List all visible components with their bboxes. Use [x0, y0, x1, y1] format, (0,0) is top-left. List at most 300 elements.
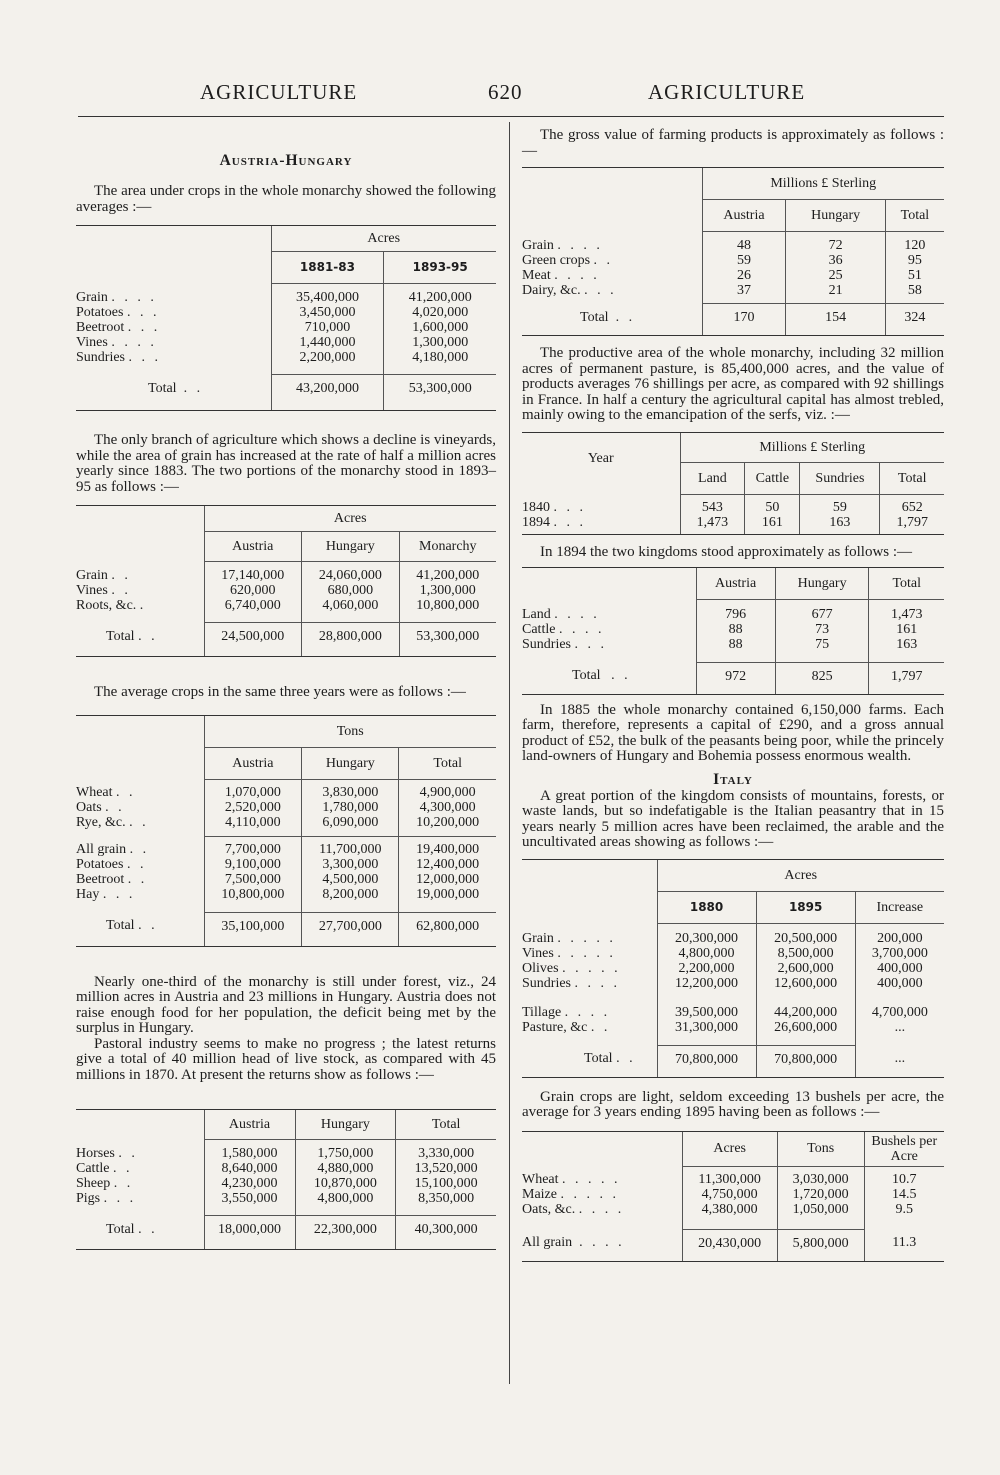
table-cell: 31,300,000 [657, 1020, 756, 1035]
leader-dots: . . [138, 1221, 158, 1237]
table-cell: 20,300,000 [657, 931, 756, 946]
total-label: Total [580, 309, 609, 325]
table-row-total [522, 1045, 944, 1073]
column-header: Monarchy [399, 532, 496, 562]
leader-dots: . . . . [579, 1235, 625, 1251]
row-label: All grain [76, 842, 127, 857]
table-two-portions [76, 505, 496, 657]
leader-dots: . . . . [554, 607, 600, 622]
leader-dots: . . [111, 567, 131, 583]
table-cell: 710,000 [271, 320, 384, 335]
table-cell: 6,740,000 [204, 598, 302, 613]
column-header: Bushels per Acre [864, 1131, 944, 1166]
table-cell: 163 [869, 637, 944, 652]
table-two-kingdoms [522, 567, 944, 695]
table-row [76, 1176, 496, 1191]
leader-dots: . . [183, 380, 204, 396]
total-label: Total [106, 628, 135, 644]
table-agricultural-capital [522, 432, 944, 536]
row-label: Sundries [522, 637, 571, 652]
table-row [522, 500, 944, 515]
row-label: Oats [76, 800, 102, 815]
left-column [76, 124, 496, 1250]
table-cell: 324 [885, 304, 944, 332]
row-label-cell [76, 335, 271, 350]
column-header: Sundries [800, 462, 880, 494]
row-label-cell [522, 268, 702, 283]
table-row-total [76, 912, 496, 940]
row-label-cell [522, 961, 657, 976]
row-label: Sheep [76, 1175, 111, 1191]
row-label: Grain [76, 567, 108, 583]
row-label-cell [76, 583, 204, 598]
row-label: Green crops [522, 252, 591, 268]
table-cell: 3,300,000 [302, 857, 399, 872]
table-cell: 4,110,000 [204, 815, 302, 830]
row-label-cell [522, 637, 696, 652]
table-cell: 19,000,000 [399, 887, 496, 902]
table-cell: 15,100,000 [396, 1176, 496, 1191]
section-title-italy: Italy [713, 770, 753, 788]
paragraph: Nearly one-third of the monarchy is still under forest, viz., 24 million acres in Austria and 23 millions in Hungary. Austria does not raise enough food for her population, the deficit being met by the surplus in Hungary. [76, 973, 496, 1036]
row-label: Vines [522, 946, 554, 961]
row-label-cell [522, 1020, 657, 1035]
column-header: Increase [855, 891, 944, 923]
table-cell: 2,600,000 [756, 961, 855, 976]
table-cell: 1,797 [869, 662, 944, 690]
row-label-cell [522, 931, 657, 946]
table-cell: 88 [696, 622, 775, 637]
table-cell: 10.7 [864, 1172, 944, 1187]
row-label: Potatoes [76, 304, 124, 320]
table-cell: 4,180,000 [384, 350, 496, 365]
table-cell: 72 [786, 238, 885, 253]
table-average-crops [76, 715, 496, 947]
row-label: Wheat [522, 1172, 559, 1187]
leader-dots: . . [127, 872, 148, 887]
row-label: Grain [522, 931, 554, 946]
table-cell: 2,520,000 [204, 800, 302, 815]
right-column [522, 124, 944, 1262]
row-label-cell [522, 1202, 682, 1217]
table-cell: 1,720,000 [777, 1187, 864, 1202]
table-row [76, 872, 496, 887]
table-cell: 12,400,000 [399, 857, 496, 872]
row-label-cell [522, 500, 680, 515]
table-row [76, 350, 496, 365]
table-cell: 7,500,000 [204, 872, 302, 887]
row-label: Beetroot [76, 872, 125, 887]
row-label-cell [76, 785, 204, 800]
table-cell: 1,050,000 [777, 1202, 864, 1217]
table-row-total [76, 375, 496, 403]
table-cell: 13,520,000 [396, 1161, 496, 1176]
table-row [76, 842, 496, 857]
table-italy-areas [522, 859, 944, 1078]
table-row [522, 283, 944, 298]
leader-dots: . [139, 597, 147, 613]
table-cell: 1,580,000 [204, 1146, 295, 1161]
leader-dots: . . . . [111, 334, 157, 350]
paragraph: The productive area of the whole monarchy, including 32 million acres of permanent pasture, is 85,400,000 acres, and the value of products averages 76 shillings per acre, as compared with 92 shillings in France. In half a century the agricultural capital has almost trebled, mainly owing to the emancipation of the serfs, viz. :— [522, 345, 944, 423]
table-row [522, 253, 944, 268]
paragraph: In 1894 the two kingdoms stood approximately as follows :— [540, 544, 913, 560]
row-label: Land [522, 607, 551, 622]
table-cell: 28,800,000 [302, 623, 400, 651]
column-header: Total [399, 747, 496, 779]
leader-dots: . . [611, 668, 631, 684]
leader-dots: . . [112, 1160, 133, 1176]
column-header: Hungary [302, 532, 400, 562]
table-cell: 40,300,000 [396, 1216, 496, 1244]
row-label-cell [76, 872, 204, 887]
row-label: Olives [522, 961, 559, 976]
table-cell: 796 [696, 607, 775, 622]
table-cell: 543 [680, 500, 745, 515]
table-cell: 3,030,000 [777, 1172, 864, 1187]
table-row [76, 1146, 496, 1161]
table-cell: 43,200,000 [271, 375, 384, 403]
row-label-cell [76, 305, 271, 320]
table-cell: 59 [702, 253, 786, 268]
table-row [522, 976, 944, 991]
paragraph: In 1885 the whole monarchy contained 6,150,000 farms. Each farm, therefore, represents a capital of £290, and a gross annual product of £52, the bulk of the peasants being poor, while the princely land-owners of Hungary and Bohemia possess enormous wealth. [522, 701, 944, 764]
row-label-cell [522, 253, 702, 268]
leader-dots: . . . [126, 304, 160, 320]
table-cell: 3,450,000 [271, 305, 384, 320]
table-body [522, 607, 944, 652]
table-row [522, 238, 944, 253]
table-cell: 12,000,000 [399, 872, 496, 887]
total-label: Total [148, 380, 177, 396]
table-row-total [76, 623, 496, 651]
table-row-total [522, 662, 944, 690]
total-label: All grain [522, 1235, 573, 1251]
leader-dots: . . [616, 1051, 636, 1067]
column-header: Total [396, 1110, 496, 1140]
leader-dots: . . [126, 857, 147, 872]
running-header-left: AGRICULTURE [200, 80, 358, 104]
row-label-cell [76, 815, 204, 830]
row-label-cell [76, 1191, 204, 1206]
leader-dots: . . . . . [560, 1187, 619, 1202]
row-label: Hay [76, 887, 100, 902]
leader-dots: . . [113, 1175, 134, 1191]
table-cell: 88 [696, 637, 775, 652]
column-header: Austria [204, 1110, 295, 1140]
table-row [522, 946, 944, 961]
column-header: Tons [777, 1131, 864, 1166]
table-cell: 3,330,000 [396, 1146, 496, 1161]
column-header: 1895 [756, 891, 855, 923]
paragraph: The area under crops in the whole monarchy showed the following averages :— [76, 183, 496, 215]
table-cell: 17,140,000 [204, 568, 302, 583]
table-cell: 75 [775, 637, 869, 652]
column-header: Hungary [786, 200, 885, 232]
table-cell: 9,100,000 [204, 857, 302, 872]
row-label-cell [522, 1005, 657, 1020]
row-label: Meat [522, 267, 551, 283]
table-body [522, 1172, 944, 1217]
table-body [522, 500, 944, 530]
leader-dots: . . . . [578, 1202, 625, 1217]
table-cell: 8,350,000 [396, 1191, 496, 1206]
leader-dots: . . [138, 628, 158, 644]
leader-dots: . . [105, 800, 125, 815]
row-label: Beetroot [76, 319, 125, 335]
table-row [522, 268, 944, 283]
column-header: 1881-83 [271, 252, 384, 284]
leader-dots: . . . [584, 282, 617, 298]
table-italy-grain-crops [522, 1131, 944, 1262]
table-cell: 53,300,000 [384, 375, 496, 403]
paragraph: The only branch of agriculture which shows a decline is vineyards, while the area of grain has increased at the rate of half a million acres yearly since 1883. The two portions of the monarchy stood in 1893–95 as follows :— [76, 432, 496, 495]
row-label: Horses [76, 1145, 115, 1161]
table-cell: 44,200,000 [756, 1005, 855, 1020]
table-row [76, 583, 496, 598]
paragraph: The gross value of farming products is approximately as follows :— [522, 127, 944, 159]
table-cell: 4,700,000 [855, 1005, 944, 1020]
table-row [76, 598, 496, 613]
row-label: 1894 [522, 515, 550, 530]
table-cell: 4,880,000 [295, 1161, 396, 1176]
row-label-cell [76, 1176, 204, 1191]
row-label: Wheat [76, 785, 113, 800]
table-cell: 70,800,000 [756, 1045, 855, 1073]
leader-dots: . . . . [564, 1005, 611, 1020]
row-label-cell [522, 515, 680, 530]
table-cell: 825 [775, 662, 869, 690]
table-body [76, 568, 496, 613]
table-cell: 10,800,000 [399, 598, 496, 613]
row-label: Vines [76, 334, 108, 350]
table-row [76, 857, 496, 872]
table-cell: 170 [702, 304, 786, 332]
row-label-cell [76, 857, 204, 872]
table-cell: 36 [786, 253, 885, 268]
table-cell: 19,400,000 [399, 842, 496, 857]
table-cell: 26,600,000 [756, 1020, 855, 1035]
table-cell: 41,200,000 [384, 290, 496, 305]
table-cell: 37 [702, 283, 786, 298]
row-label: Oats, &c. [522, 1202, 576, 1217]
row-label-cell [522, 622, 696, 637]
table-body [76, 290, 496, 365]
table-cell: 3,700,000 [855, 946, 944, 961]
table-cell: 59 [800, 500, 880, 515]
table-cell: 4,750,000 [682, 1187, 777, 1202]
row-label-cell [76, 842, 204, 857]
column-header: Total [869, 567, 944, 599]
leader-dots: . . . . . [562, 1172, 621, 1187]
leader-dots: . . . . [558, 622, 605, 637]
table-row [76, 785, 496, 800]
leader-dots: . . . [553, 500, 586, 515]
row-label: Vines [76, 582, 108, 598]
column-header: Austria [696, 567, 775, 599]
table-cell: 1,440,000 [271, 335, 384, 350]
table-cell: 12,600,000 [756, 976, 855, 991]
row-label-cell [522, 283, 702, 298]
table-cell: 154 [786, 304, 885, 332]
table-cell: 1,750,000 [295, 1146, 396, 1161]
table-row [522, 637, 944, 652]
leader-dots: . . . [553, 515, 586, 530]
leader-dots: . . [129, 842, 150, 857]
page-number: 620 [488, 80, 523, 104]
row-label: Pasture, &c [522, 1020, 588, 1035]
table-row [522, 1005, 944, 1020]
column-header: Land [680, 462, 745, 494]
table-row [522, 931, 944, 946]
table-cell: 4,020,000 [384, 305, 496, 320]
table-body [76, 1146, 496, 1206]
table-cell: 972 [696, 662, 775, 690]
table-cell: 26 [702, 268, 786, 283]
table-cell: 11,300,000 [682, 1172, 777, 1187]
table-row [522, 1020, 944, 1035]
table-group-header: Acres [657, 859, 944, 891]
paragraph: A great portion of the kingdom consists of mountains, forests, or waste lands, but so indefatigable is the Italian peasantry that in 15 years nearly 5 million acres have been reclaimed, the arable and the uncultivated areas showing as follows :— [522, 787, 944, 850]
column-header: Total [885, 200, 944, 232]
table-group-header: Tons [204, 715, 496, 747]
table-row [522, 1202, 944, 1217]
column-header: 1880 [657, 891, 756, 923]
leader-dots: . . . . . [562, 961, 621, 976]
table-row [76, 800, 496, 815]
column-header: Hungary [302, 747, 399, 779]
row-label-cell [76, 290, 271, 305]
table-cell: 27,700,000 [302, 912, 399, 940]
table-cell: 9.5 [864, 1202, 944, 1217]
row-label-cell [76, 598, 204, 613]
table-cell: 3,550,000 [204, 1191, 295, 1206]
table-cell: 50 [745, 500, 800, 515]
table-cell: 21 [786, 283, 885, 298]
table-cell: 1,473 [680, 515, 745, 530]
table-row [76, 568, 496, 583]
row-label-cell [76, 320, 271, 335]
column-header: Acres [682, 1131, 777, 1166]
paragraph: Grain crops are light, seldom exceeding 13 bushels per acre, the average for 3 years ending 1895 having been as follows :— [522, 1088, 944, 1120]
table-cell: 4,900,000 [399, 785, 496, 800]
table-cell: 3,830,000 [302, 785, 399, 800]
table-cell: 1,600,000 [384, 320, 496, 335]
leader-dots: . . . [127, 319, 161, 335]
leader-dots: . . [129, 815, 149, 830]
table-cell: 62,800,000 [399, 912, 496, 940]
table-cell: 2,200,000 [271, 350, 384, 365]
table-cell: 8,200,000 [302, 887, 399, 902]
table-cell: 12,200,000 [657, 976, 756, 991]
table-row-total [522, 1229, 944, 1257]
table-cell: 4,230,000 [204, 1176, 295, 1191]
table-cell: 11.3 [864, 1229, 944, 1257]
leader-dots: . . [116, 785, 136, 800]
leader-dots: . . . [128, 349, 161, 365]
table-cell: 41,200,000 [399, 568, 496, 583]
row-label-cell [76, 887, 204, 902]
leader-dots: . . . . [554, 267, 600, 283]
row-label: Grain [76, 289, 108, 305]
table-cell: 70,800,000 [657, 1045, 756, 1073]
table-cell: 20,500,000 [756, 931, 855, 946]
table-cell: 20,430,000 [682, 1229, 777, 1257]
table-row [76, 815, 496, 830]
table-cell: 4,380,000 [682, 1202, 777, 1217]
table-cell: 5,800,000 [777, 1229, 864, 1257]
table-cell: 400,000 [855, 976, 944, 991]
row-label-cell [76, 1161, 204, 1176]
row-label: Grain [522, 237, 554, 253]
table-cell: 24,500,000 [204, 623, 302, 651]
table-row [76, 305, 496, 320]
table-row-total [76, 1216, 496, 1244]
column-header: 1893-95 [384, 252, 496, 284]
table-cell: 4,500,000 [302, 872, 399, 887]
table-cell: 4,060,000 [302, 598, 400, 613]
table-cell: ... [855, 1020, 944, 1035]
row-label: Tillage [522, 1005, 562, 1020]
table-cell: 1,300,000 [399, 583, 496, 598]
table-cell: 400,000 [855, 961, 944, 976]
table-cell: 8,640,000 [204, 1161, 295, 1176]
row-label-cell [522, 1187, 682, 1202]
table-cell: 25 [786, 268, 885, 283]
table-body [522, 931, 944, 991]
table-gross-value [522, 167, 944, 336]
table-cell: 1,797 [880, 515, 944, 530]
table-row [76, 887, 496, 902]
table-cell: 10,200,000 [399, 815, 496, 830]
row-label: Cattle [522, 622, 556, 637]
column-header: Austria [204, 747, 302, 779]
table-group-header: Acres [204, 506, 496, 532]
table-cell: 120 [885, 238, 944, 253]
row-label: Pigs [76, 1190, 101, 1206]
table-row [522, 1172, 944, 1187]
table-cell: 161 [869, 622, 944, 637]
row-label: Sundries [522, 976, 571, 991]
section-title-austria-hungary: Austria-Hungary [219, 152, 353, 169]
table-cell: 53,300,000 [399, 623, 496, 651]
leader-dots: . . . . [111, 289, 157, 305]
table-cell: 2,200,000 [657, 961, 756, 976]
header-rule [78, 116, 944, 117]
row-label: Roots, &c. [76, 597, 137, 613]
total-label: Total [572, 668, 601, 684]
row-label: Rye, &c. [76, 815, 126, 830]
table-cell: 11,700,000 [302, 842, 399, 857]
row-label: Dairy, &c. [522, 282, 581, 298]
total-label: Total [106, 918, 135, 934]
table-body [76, 785, 496, 830]
total-label: Total [106, 1221, 135, 1237]
table-cell: 6,090,000 [302, 815, 399, 830]
table-body [76, 842, 496, 902]
column-header: Hungary [775, 567, 869, 599]
row-label-cell [522, 1172, 682, 1187]
row-label: Potatoes [76, 857, 124, 872]
table-cell: 7,700,000 [204, 842, 302, 857]
row-label-cell [522, 238, 702, 253]
table-row-total [522, 304, 944, 332]
table-cell: 1,070,000 [204, 785, 302, 800]
row-label-cell [76, 800, 204, 815]
table-cell: 677 [775, 607, 869, 622]
paragraph: Pastoral industry seems to make no progress ; the latest returns give a total of 40 million head of live stock, as compared with 45 millions in 1870. At present the returns show as follows :— [76, 1035, 496, 1083]
table-cell: 680,000 [302, 583, 400, 598]
